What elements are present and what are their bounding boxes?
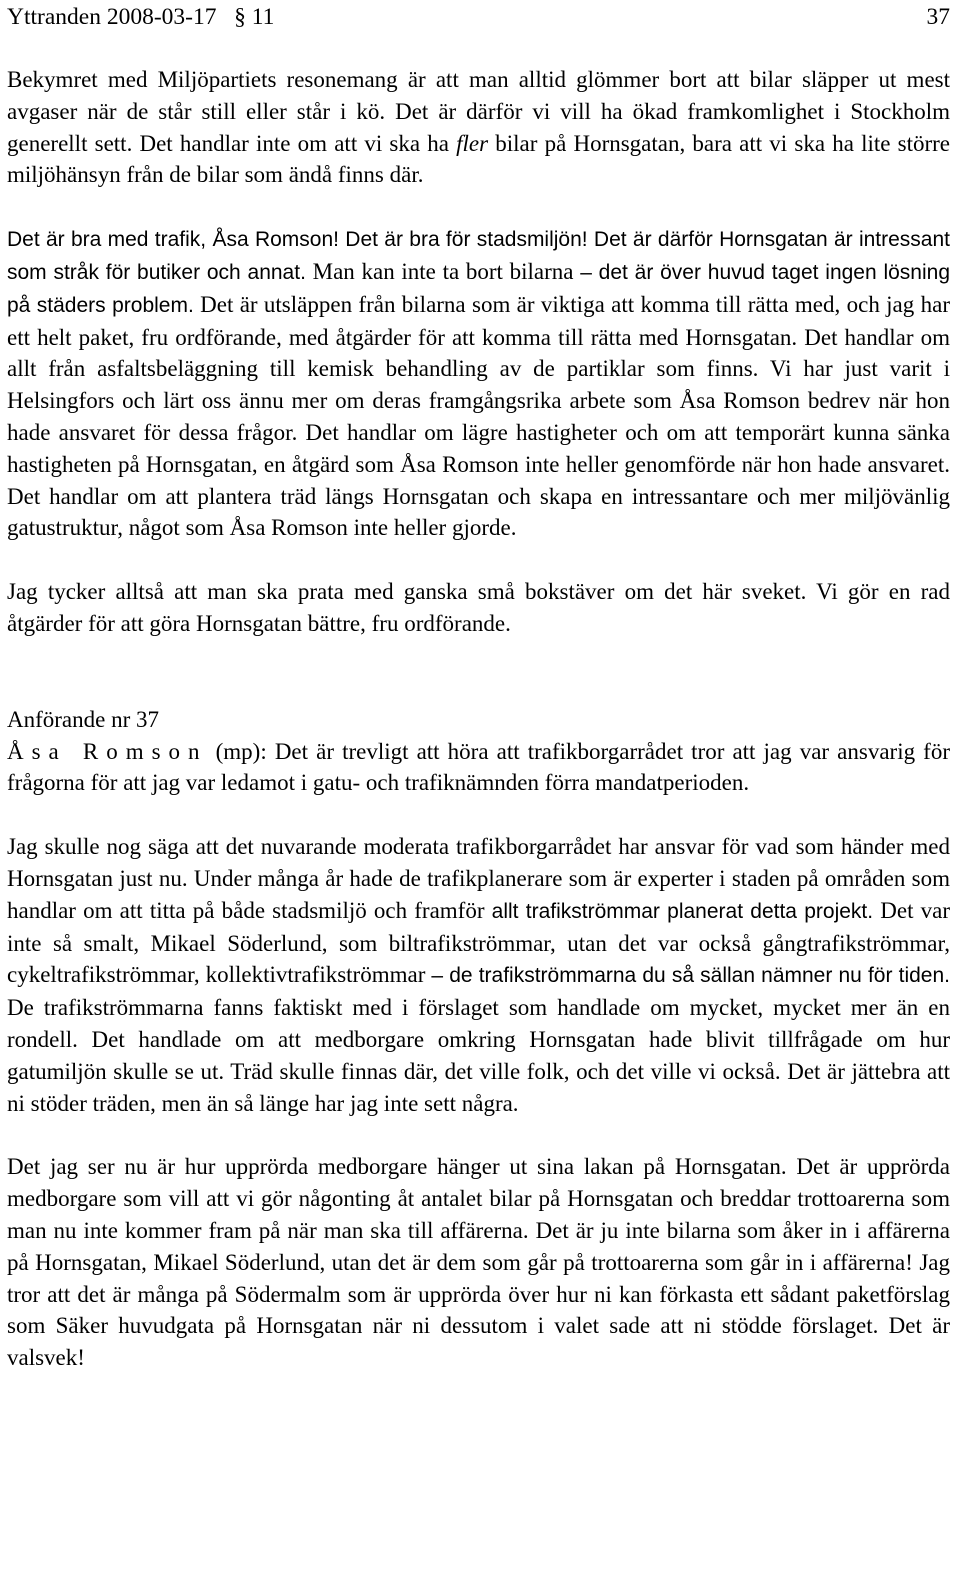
paragraph-2-text-mid: Man kan inte ta bort bilarna [305, 258, 581, 284]
header-date-section: Yttranden 2008-03-17 § 11 [7, 4, 275, 30]
page-header [7, 1, 950, 33]
paragraph-1-text-a: Bekymret med Miljöpartiets resonemang är att man alltid glömmer bort att bilar släpper ut mest avgaser när de står still eller står i kö. Det är därför vi vill ha ökad framkomlighet i Stockholm generellt sett. Det handlar inte om att vi ska ha [7, 67, 950, 156]
paragraph-4 [7, 736, 950, 800]
paragraph-5-text-a: Jag skulle nog säga att det nuvarande moderata trafikborgarrådet har ansvar för vad som händer med Hornsgatan just nu. Under många år hade de trafikplanerare som är experter i staden på områden som handlar om att titta på både stadsmiljö och framför [7, 834, 950, 923]
spacer [7, 544, 950, 576]
paragraph-5-sans-run: allt trafikströmmar planerat detta projekt. [491, 899, 874, 923]
paragraph-3: Jag tycker alltså att man ska prata med ganska små bokstäver om det här sveket. Vi gör en rad åtgärder för att göra Hornsgatan bättre, fru ordförande. [7, 579, 950, 636]
document-page [7, 0, 950, 1590]
paragraph-5-text-b: Det var inte så smalt, Mikael Söderlund, som biltrafikströmmar, utan det var också gångtrafikströmmar, cykeltrafikströmmar, kollektivtrafikströmmar [7, 897, 950, 988]
paragraph-5-text-c: De trafikströmmarna fanns faktiskt med i förslaget som handlade om mycket, mycket mer än en rondell. Det handlade om att medborgare omkring Hornsgatan hade blivit tillfrågade om hur gatumiljön skulle se ut. Träd skulle finnas där, det ville folk, och det ville vi också. Det är jättebra att ni stöder träden, men än så länge har jag inte sett några. [7, 995, 950, 1116]
paragraph-2-text-rest: Det är utsläppen från bilarna som är viktiga att komma till rätta med, och jag har ett helt paket, fru ordförande, med åtgärder för att komma till rätta med Hornsgatan. Det handlar om allt från asfaltsbeläggning till kemisk behandling av de partiklar som finns. Vi har just varit i Helsingfors och lärt oss ännu mer om deras framgångsrika arbete som Åsa Romson bedrev när hon hade ansvaret för dessa frågor. Det handlar om lägre hastigheter och om att temporärt kunna sänka hastigheten på Hornsgatan, en åtgärd som Åsa Romson inte heller genomförde när hon hade ansvaret. Det handlar om att plantera träd längs Hornsgatan och skapa en intressantare och mer miljövänlig gatustruktur, något som Åsa Romson inte heller gjorde. [7, 291, 950, 541]
spacer [7, 1119, 950, 1151]
spacer [7, 640, 950, 704]
paragraph-4-text: (mp): Det är trevligt att höra att trafikborgarrådet tror att jag var ansvarig för frågorna för att jag var ledamot i gatu- och trafiknämnden förra mandatperioden. [7, 738, 951, 796]
paragraph-5-sans-run-2: – de trafikströmmarna du så sällan nämner nu för tiden. [431, 964, 950, 988]
paragraph-2-sans-run: Det är bra med trafik, Åsa Romson! Det är bra för stadsmiljön! Det är därför Hornsgatan är intressant som stråk för butiker och annat. [7, 228, 950, 284]
paragraph-2-sans-run-2: – det är över huvud taget ingen lösning på städers problem. [7, 260, 950, 317]
section-title: Anförande nr 37 [7, 706, 160, 732]
paragraph-1-emphasis: fler [456, 130, 489, 156]
spacer [7, 191, 950, 223]
paragraph-5 [7, 831, 950, 1119]
paragraph-1-text-b: bilar på Hornsgatan, bara att vi ska ha lite större miljöhänsyn från de bilar som ändå finns där. [7, 130, 950, 188]
paragraph-1 [7, 64, 950, 191]
page-number: 37 [926, 4, 950, 30]
paragraph-2 [7, 223, 950, 544]
spacer [7, 799, 950, 831]
speaker-name: Åsa Romson [7, 738, 208, 764]
spacer [7, 33, 950, 64]
paragraph-6: Det jag ser nu är hur upprörda medborgare hänger ut sina lakan på Hornsgatan. Det är upprörda medborgare som vill att vi gör någonting åt antalet bilar på Hornsgatan och breddar trottoarerna som man nu inte kommer fram på när man ska till affärerna. Det är ju inte bilarna som åker in i affärerna på Hornsgatan, Mikael Söderlund, utan det är dem som går på trottoarerna som går in i affärerna! Jag tror att det är många på Södermalm som är upprörda över hur ni kan förkasta ett sådant paketförslag som Säker huvudgata på Hornsgatan när ni dessutom i valet sade att ni stödde förslaget. Det är valsvek! [7, 1154, 950, 1371]
